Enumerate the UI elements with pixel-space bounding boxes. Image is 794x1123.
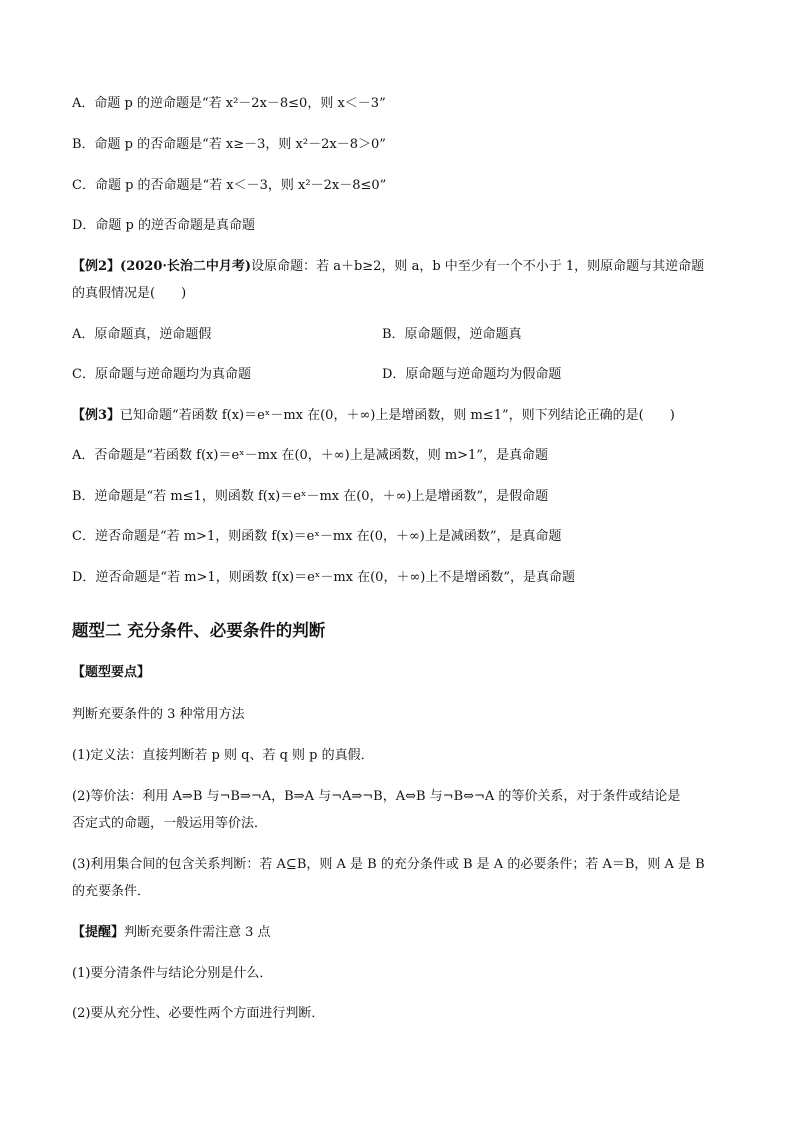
method-3-line2: 的充要条件． [72, 884, 151, 899]
example3-stem: 已知命题“若函数 f(x)＝eˣ－mx 在(0，＋∞)上是增函数，则 m≤1”，则下列结论正确的是( ) [120, 408, 675, 423]
example1-option-d: D．命题 p 的逆否命题是真命题 [72, 218, 256, 233]
example3-option-b: B．逆命题是“若 m≤1，则函数 f(x)＝eˣ－mx 在(0，＋∞)上是增函数”，是假命题 [72, 489, 549, 504]
example1-option-c: C．命题 p 的否命题是“若 x＜－3，则 x²－2x－8≤0” [72, 178, 387, 193]
example3-label: 【例3】 [72, 408, 121, 423]
methods-intro: 判断充要条件的 3 种常用方法 [72, 707, 245, 722]
example2-option-a: A．原命题真，逆命题假 [72, 327, 212, 342]
example2-option-b: B．原命题假，逆命题真 [382, 327, 522, 342]
tip-line [72, 924, 271, 942]
key-points-label: 【题型要点】 [72, 665, 151, 680]
example2-option-c: C．原命题与逆命题均为真命题 [72, 367, 251, 382]
tip-text: 判断充要条件需注意 3 点 [124, 925, 271, 940]
tip-2: (2)要从充分性、必要性两个方面进行判断． [72, 1006, 325, 1021]
method-2-line2: 否定式的命题，一般运用等价法． [72, 816, 268, 831]
example1-option-a: A．命题 p 的逆命题是“若 x²－2x－8≤0，则 x＜－3” [72, 96, 386, 111]
example3-stem-line [72, 407, 675, 425]
section-heading: 题型二 充分条件、必要条件的判断 [72, 621, 326, 640]
method-2-line1: (2)等价法：利用 A⇒B 与¬B⇒¬A，B⇒A 与¬A⇒¬B，A⇔B 与¬B⇔¬A 的等价关系，对于条件或结论是 [72, 789, 681, 804]
tip-label: 【提醒】 [72, 925, 125, 940]
example3-option-a: A．否命题是“若函数 f(x)＝eˣ－mx 在(0，＋∞)上是减函数，则 m>1”，是真命题 [72, 448, 548, 463]
example2-stem-line2: 的真假情况是( ) [72, 286, 187, 301]
example1-option-b: B．命题 p 的否命题是“若 x≥－3，则 x²－2x－8＞0” [72, 137, 386, 152]
tip-1: (1)要分清条件与结论分别是什么． [72, 966, 273, 981]
example2-label: 【例2】(2020·长治二中月考) [72, 259, 252, 274]
example2-stem: 设原命题：若 a＋b≥2，则 a，b 中至少有一个不小于 1，则原命题与其逆命题 [251, 259, 705, 274]
example2-option-d: D．原命题与逆命题均为假命题 [382, 367, 562, 382]
example2-stem-line1 [72, 258, 704, 276]
example3-option-c: C．逆否命题是“若 m>1，则函数 f(x)＝eˣ－mx 在(0，＋∞)上是减函数”，是真命题 [72, 529, 562, 544]
method-3-line1: (3)利用集合间的包含关系判断：若 A⊆B，则 A 是 B 的充分条件或 B 是 A 的必要条件；若 A＝B，则 A 是 B [72, 857, 705, 872]
example3-option-d: D．逆否命题是“若 m>1，则函数 f(x)＝eˣ－mx 在(0，＋∞)上不是增函数”，是真命题 [72, 570, 575, 585]
method-1: (1)定义法：直接判断若 p 则 q、若 q 则 p 的真假． [72, 748, 374, 763]
